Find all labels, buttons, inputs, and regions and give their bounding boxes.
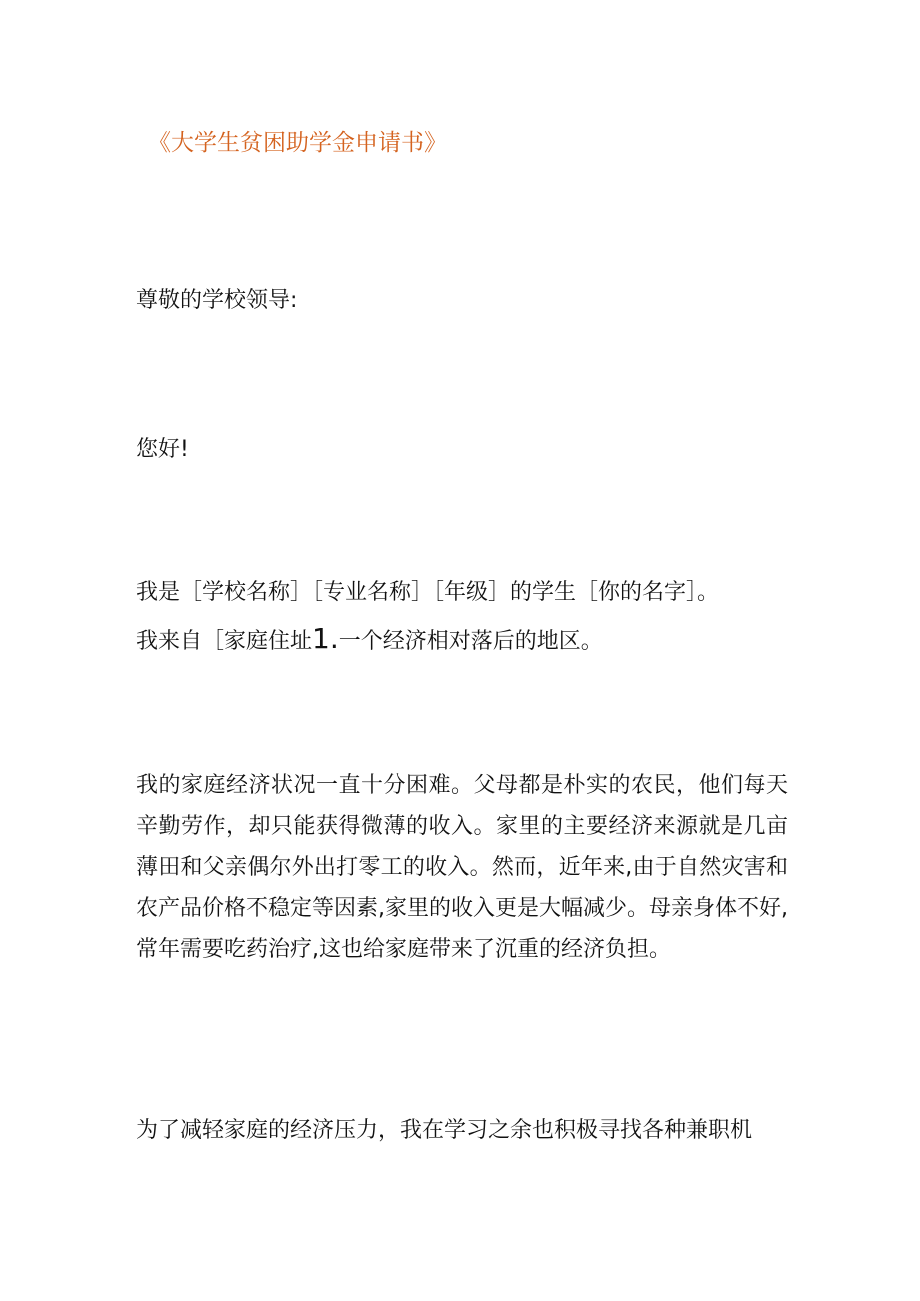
parttime-paragraph-start: 为了减轻家庭的经济压力，我在学习之余也积极寻找各种兼职机 bbox=[136, 1118, 753, 1143]
intro-line-2 bbox=[136, 622, 603, 659]
document-title: 《大学生贫困助学金申请书》 bbox=[148, 130, 447, 156]
greeting: 您好! bbox=[136, 437, 189, 462]
intro-footnote-number: 1. bbox=[312, 622, 339, 655]
salutation: 尊敬的学校领导: bbox=[136, 288, 298, 313]
intro-line-1: 我是［学校名称］［专业名称］［年级］的学生［你的名字］。 bbox=[136, 580, 720, 605]
intro-address-prefix: 我来自［家庭住址 bbox=[136, 629, 313, 654]
family-situation-paragraph: 我的家庭经济状况一直十分困难。父母都是朴实的农民，他们每天辛勤劳作，却只能获得微薄的收入。家里的主要经济来源就是几亩薄田和父亲偶尔外出打零工的收入。然而，近年来,由于自然灾害和农产品价格不稳定等因素,家里的收入更是大幅减少。母亲身体不好,常年需要吃药治疗,这也给家庭带来了沉重的经济负担。 bbox=[136, 773, 788, 962]
intro-address-suffix: 一个经济相对落后的地区。 bbox=[338, 629, 603, 654]
